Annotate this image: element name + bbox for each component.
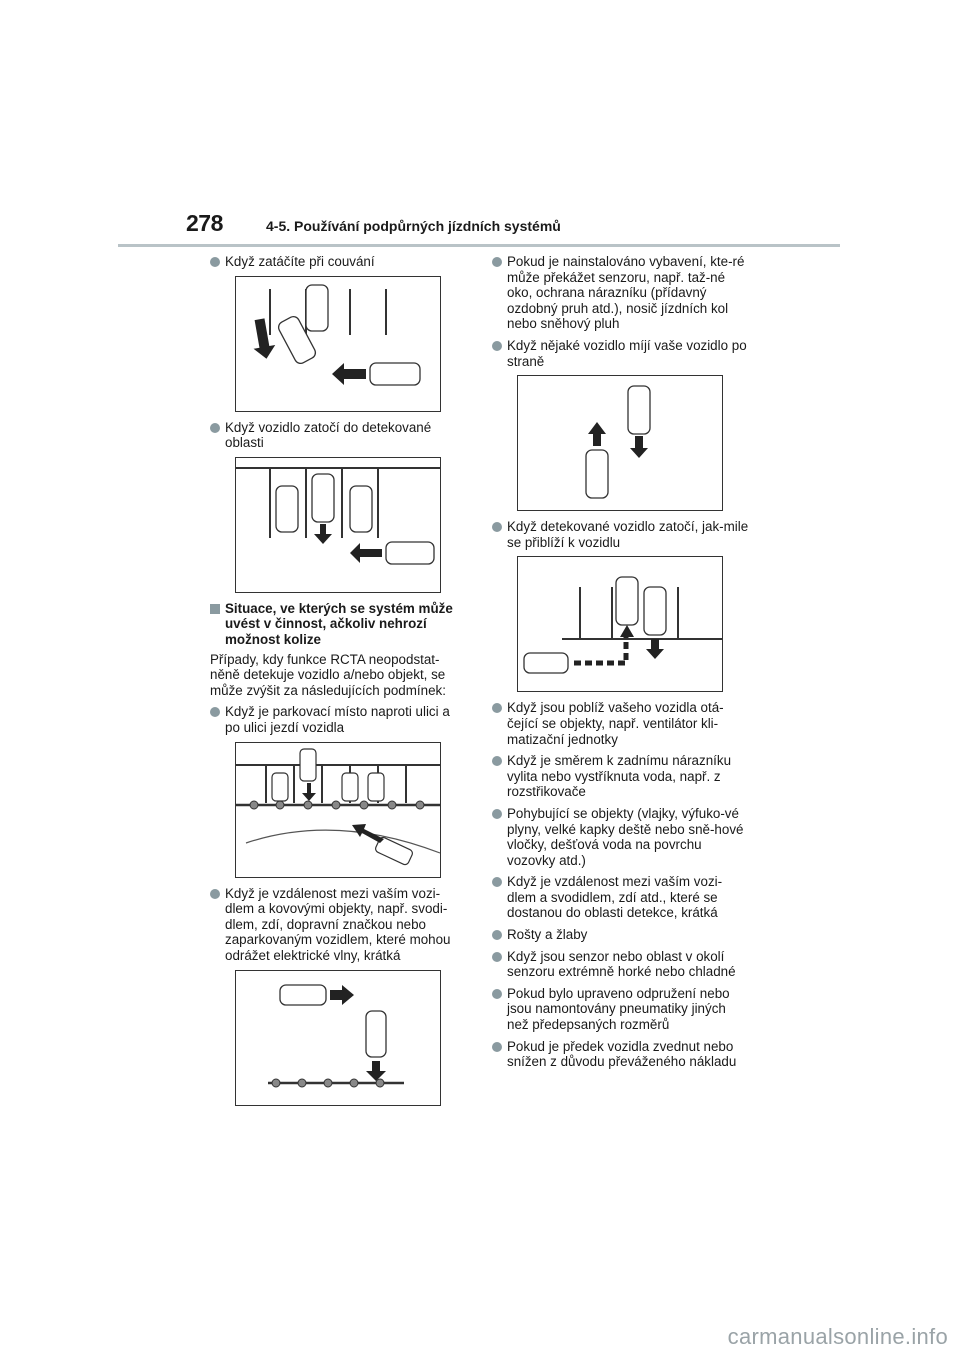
bullet-dot-icon bbox=[492, 877, 502, 887]
bullet-dot-icon bbox=[492, 341, 502, 351]
page-header bbox=[186, 210, 561, 237]
paragraph: Případy, kdy funkce RCTA neopodstat-něně detekuje vozidlo a/nebo objekt, se může zvýšit za následujících podmínek: bbox=[210, 651, 446, 698]
bullet-item: Pohybující se objekty (vlajky, výfuko-vé plyny, velké kapky deště nebo sně-hové vločky, dešťová voda na povrchu vozovky atd.) bbox=[492, 806, 750, 868]
bullet-item: Když zatáčíte při couvání bbox=[210, 254, 468, 270]
bullet-dot-icon bbox=[492, 756, 502, 766]
bullet-item: Pokud je nainstalováno vybavení, kte-ré může překážet senzoru, např. taž-né oko, ochrana nárazníku (přídavný ozdobný pruh atd.), nosič jízdních kol nebo sněhový pluh bbox=[492, 254, 750, 332]
section-title: 4-5. Používání podpůrných jízdních systémů bbox=[266, 218, 561, 234]
page-number: 278 bbox=[186, 210, 223, 236]
section-heading: Situace, ve kterých se systém může uvést v činnost, ačkoliv nehrozí možnost kolize bbox=[210, 601, 468, 648]
bullet-dot-icon bbox=[492, 257, 502, 267]
bullet-item: Když jsou poblíž vašeho vozidla otá-čející se objekty, např. ventilátor kli-matizační jednotky bbox=[492, 700, 750, 747]
bullet-dot-icon bbox=[210, 423, 220, 433]
bullet-item: Když detekované vozidlo zatočí, jak-mile se přiblíží k vozidlu bbox=[492, 519, 750, 550]
bullet-dot-icon bbox=[492, 703, 502, 713]
figure-vehicle-passing-side bbox=[517, 375, 723, 511]
bullet-dot-icon bbox=[210, 889, 220, 899]
figure-metal-objects-nearby bbox=[235, 970, 441, 1106]
bullet-dot-icon bbox=[492, 809, 502, 819]
figure-parking-opposite-street bbox=[235, 742, 441, 878]
left-column bbox=[210, 254, 468, 1114]
square-bullet-icon bbox=[210, 604, 220, 614]
bullet-dot-icon bbox=[492, 522, 502, 532]
bullet-item: Pokud je předek vozidla zvednut nebo snížen z důvodu převáženého nákladu bbox=[492, 1039, 750, 1070]
bullet-item: Když je směrem k zadnímu nárazníku vylita nebo vystříknuta voda, např. z rozstřikovače bbox=[492, 753, 750, 800]
bullet-item: Pokud bylo upraveno odpružení nebo jsou namontovány pneumatiky jiných než předepsaných rozměrů bbox=[492, 986, 750, 1033]
figure-vehicle-turning-into-area bbox=[235, 457, 441, 593]
bullet-dot-icon bbox=[210, 707, 220, 717]
bullet-item: Když jsou senzor nebo oblast v okolí senzoru extrémně horké nebo chladné bbox=[492, 949, 750, 980]
bullet-dot-icon bbox=[210, 257, 220, 267]
bullet-dot-icon bbox=[492, 989, 502, 999]
header-rule bbox=[118, 244, 840, 247]
bullet-item: Když je vzdálenost mezi vaším vozi-dlem a svodidlem, zdí atd., které se dostanou do oblasti detekce, krátká bbox=[492, 874, 750, 921]
bullet-item: Když je parkovací místo naproti ulici a po ulici jezdí vozidla bbox=[210, 704, 468, 735]
bullet-dot-icon bbox=[492, 930, 502, 940]
bullet-item: Rošty a žlaby bbox=[492, 927, 750, 943]
right-column bbox=[492, 254, 750, 1076]
bullet-item: Když je vzdálenost mezi vaším vozi-dlem a kovovými objekty, např. svodi-dlem, zdí, dopravní značkou nebo zaparkovaným vozidlem, které mohou odrážet elektrické vlny, krátká bbox=[210, 886, 468, 964]
bullet-dot-icon bbox=[492, 952, 502, 962]
figure-detected-vehicle-turns bbox=[517, 556, 723, 692]
figure-reversing-turn bbox=[235, 276, 441, 412]
bullet-item: Když vozidlo zatočí do detekované oblasti bbox=[210, 420, 468, 451]
watermark-logo: carmanualsonline.info bbox=[727, 1324, 948, 1349]
bullet-item: Když nějaké vozidlo míjí vaše vozidlo po straně bbox=[492, 338, 750, 369]
bullet-dot-icon bbox=[492, 1042, 502, 1052]
